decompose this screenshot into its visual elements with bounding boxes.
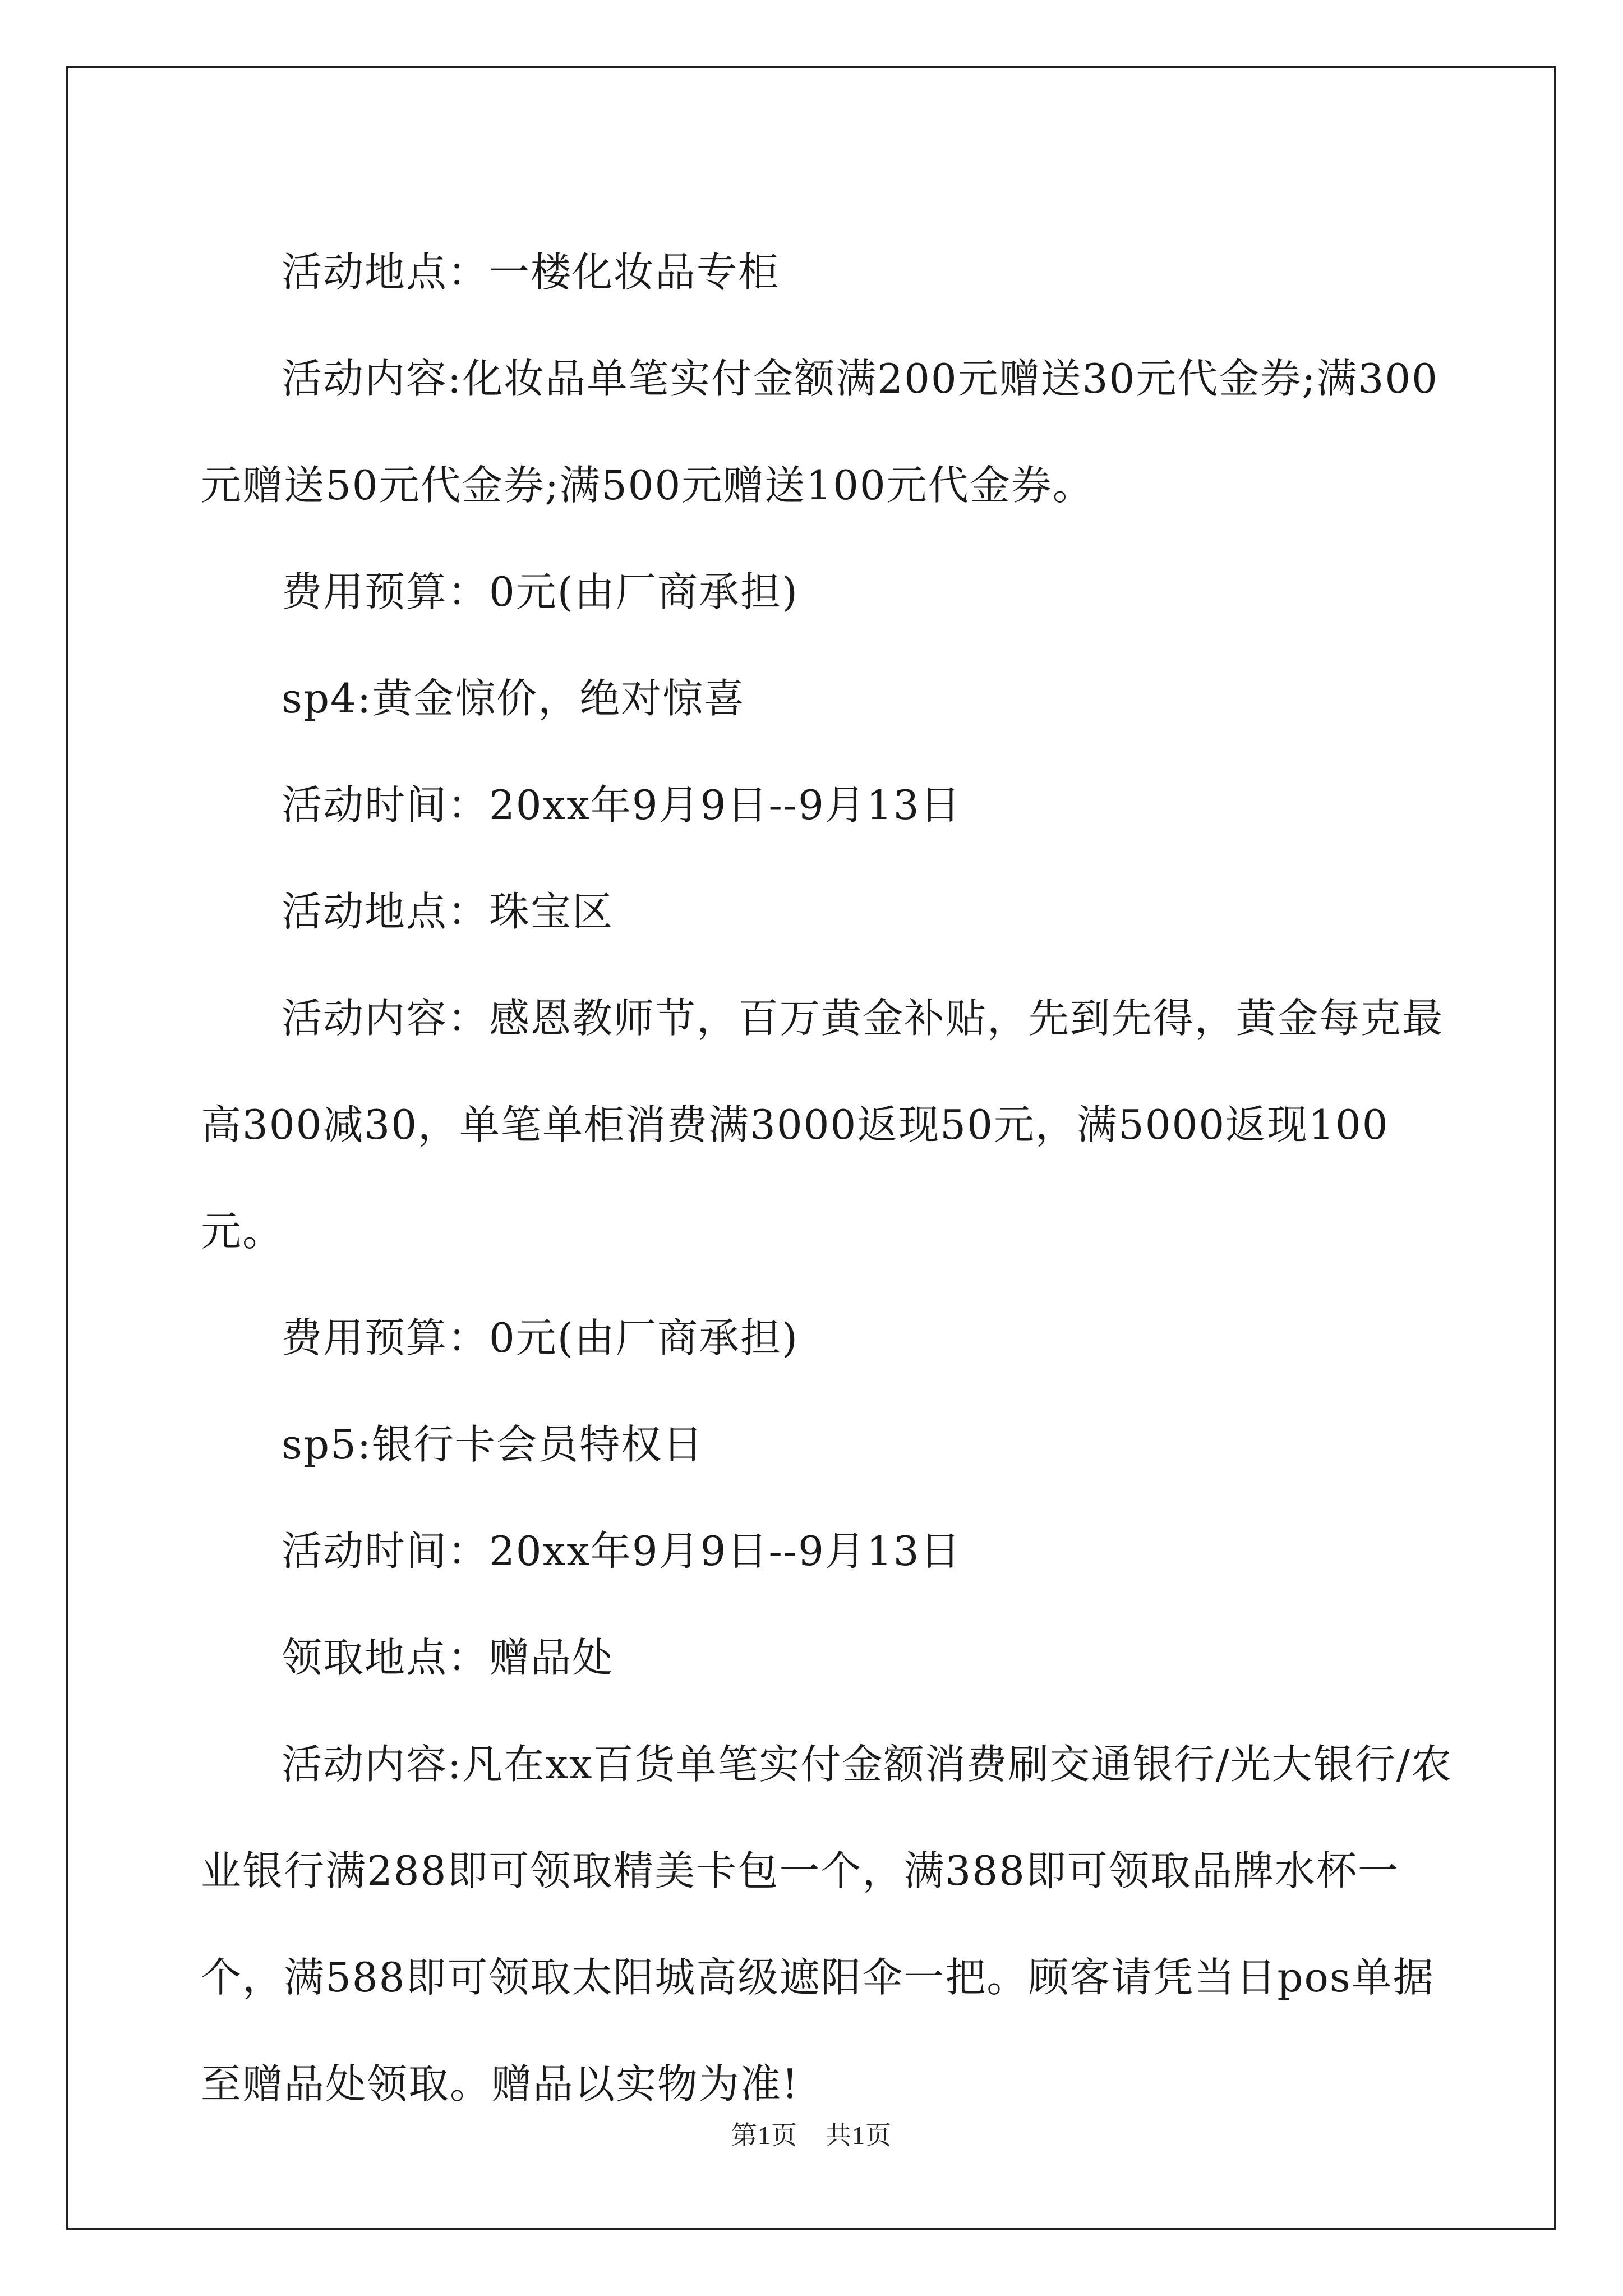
- paragraph-content-cosmetics: 活动内容:化妆品单笔实付金额满200元赠送30元代金券;满300元赠送50元代金券;满500元赠送100元代金券。: [201, 355, 1438, 509]
- paragraph-location-jewelry: 活动地点：珠宝区: [282, 888, 614, 935]
- paragraph-content-gold: 活动内容：感恩教师节，百万黄金补贴，先到先得，黄金每克最高300减30，单笔单柜消费满3000返现50元，满5000返现100元。: [201, 995, 1444, 1255]
- page-total: 共1页: [826, 2121, 892, 2150]
- paragraph-time-sp4: 活动时间：20xx年9月9日--9月13日: [282, 781, 962, 829]
- paragraph-location-cosmetics: 活动地点：一楼化妆品专柜: [282, 249, 780, 296]
- paragraph-budget-gold: 费用预算：0元(由厂商承担): [282, 1314, 799, 1361]
- document-body: [201, 219, 1457, 2137]
- paragraph-budget-cosmetics: 费用预算：0元(由厂商承担): [282, 568, 799, 615]
- page-number: 第1页: [731, 2121, 797, 2150]
- section-heading-sp5: sp5:银行卡会员特权日: [282, 1421, 704, 1468]
- section-heading-sp4: sp4:黄金惊价，绝对惊喜: [282, 675, 746, 722]
- paragraph-time-sp5: 活动时间：20xx年9月9日--9月13日: [282, 1527, 962, 1575]
- paragraph-pickup-location: 领取地点：赠品处: [282, 1634, 614, 1681]
- page-footer: [0, 2115, 1623, 2152]
- paragraph-content-bank: 活动内容:凡在xx百货单笔实付金额消费刷交通银行/光大银行/农业银行满288即可领取精美卡包一个，满388即可领取品牌水杯一个，满588即可领取太阳城高级遮阳伞一把。顾客请凭当日pos单据至赠品处领取。赠品以实物为准!: [201, 1741, 1453, 2108]
